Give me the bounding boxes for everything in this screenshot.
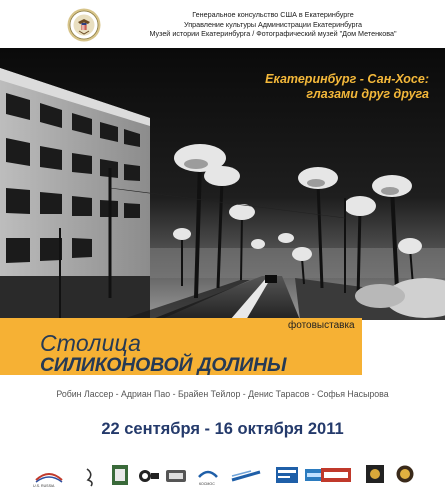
subtitle-line-2: глазами друг друга (306, 87, 429, 101)
us-consulate-seal-icon (67, 8, 101, 42)
us-russia-logo-icon (34, 466, 64, 486)
sponsor-logos (0, 460, 445, 500)
media-logo-icon (231, 470, 261, 482)
fund-logo-icon (166, 468, 186, 484)
organizers-text (108, 10, 438, 39)
tv-logo-icon (366, 465, 384, 483)
camera-logo-icon (138, 468, 160, 484)
title-line-2: СИЛИКОНОВОЙ ДОЛИНЫ (40, 354, 287, 376)
kosmos-logo-icon (197, 467, 219, 481)
organizer-line-2: Управление культуры Администрации Екатеринбурга (183, 19, 363, 29)
radio-logo-icon (321, 468, 351, 482)
subtitle-line-1: Екатеринбург - Сан-Хосе: (265, 72, 429, 86)
exhibition-label: фотовыставка (288, 320, 355, 331)
title-line-1: Столица (40, 330, 142, 356)
us-russia-logo-caption: U.S. RUSSIA (33, 484, 55, 488)
emblem-logo-icon (396, 465, 414, 483)
foundation-logo-icon (84, 466, 98, 488)
organizer-line-3: Музей истории Екатеринбурга / Фотографический музей "Дом Метенкова" (149, 29, 397, 39)
organizer-line-1: Генеральное консульство США в Екатеринбурге (192, 10, 354, 19)
subtitle (265, 72, 429, 102)
metenkov-museum-logo-icon (112, 465, 128, 485)
artists-list: Робин Лассер - Адриан Пао - Брайен Тейлор - Денис Тарасов - Софья Насырова (56, 389, 389, 399)
kosmos-logo-caption: КОСМОС (199, 482, 215, 486)
exhibition-dates: 22 сентября - 16 октября 2011 (101, 420, 344, 438)
newspaper-logo-icon (276, 467, 298, 483)
